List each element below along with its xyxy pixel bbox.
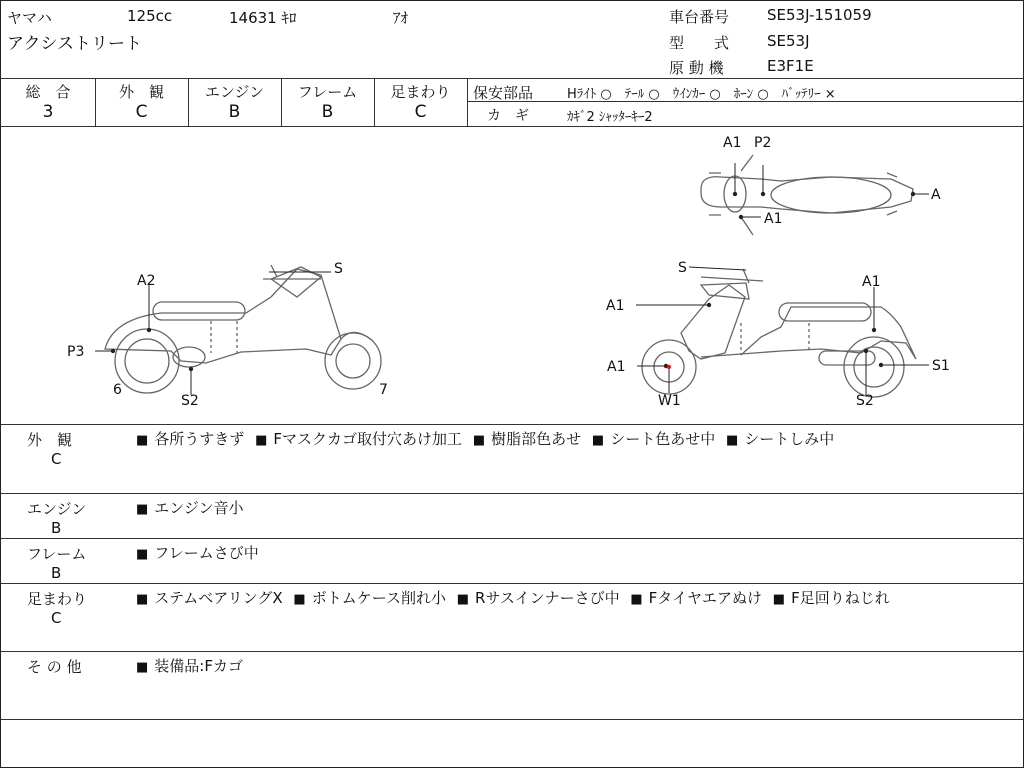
label-right-s: S [678, 260, 687, 276]
frame-no-label: 車台番号 [669, 8, 730, 26]
label-top-p2: P2 [754, 135, 772, 151]
safety-label: 保安部品 [473, 84, 534, 102]
note-item: エンジン音小 [154, 499, 244, 517]
grade-frame-label: フレーム [297, 83, 358, 101]
note-grade: C [51, 609, 62, 627]
note-item: シートしみ中 [744, 430, 835, 448]
bullet-icon: ■ [136, 502, 149, 517]
divider [1, 719, 1023, 720]
note-items [136, 498, 1016, 520]
grade-engine-label: エンジン [204, 83, 265, 101]
note-grade: B [51, 519, 62, 537]
label-left-6: 6 [113, 382, 122, 398]
label-right-w1: W1 [658, 393, 681, 409]
bullet-icon: ■ [255, 433, 268, 448]
bullet-icon: ■ [136, 592, 149, 607]
bullet-icon: ■ [456, 592, 470, 607]
grade-suspension-value: C [414, 102, 427, 122]
label-top-a1-bottom: A1 [764, 211, 783, 227]
label-left-7: 7 [379, 382, 388, 398]
note-item: Fタイヤエアぬけ [648, 589, 762, 607]
divider [1, 583, 1023, 584]
bullet-icon: ■ [136, 547, 149, 562]
note-item: シート色あせ中 [610, 430, 716, 448]
frame-no: SE53J-151059 [767, 6, 872, 24]
grade-total-label: 総 合 [25, 83, 71, 101]
divider [467, 78, 468, 126]
damage-diagram [1, 127, 1023, 424]
label-left-s2: S2 [181, 393, 199, 409]
bullet-icon: ■ [136, 660, 149, 675]
note-category: フレーム [27, 545, 87, 563]
note-item: Fマスクカゴ取付穴あけ加工 [273, 430, 463, 448]
note-item: 装備品:Fカゴ [154, 657, 243, 675]
scooter-top-view [701, 155, 913, 235]
maker: ヤマハ [7, 9, 52, 27]
bullet-icon: ■ [472, 433, 486, 448]
grade-suspension-label: 足まわり [390, 83, 451, 101]
color: ｱｵ [393, 9, 409, 27]
note-items [136, 543, 1016, 565]
note-category: そ の 他 [27, 658, 82, 676]
note-items [136, 656, 1016, 678]
engine-model-value: E3F1E [767, 57, 814, 75]
bullet-icon: ■ [293, 592, 306, 607]
model-name: アクシストリート [7, 34, 142, 54]
grade-engine-value: B [228, 102, 241, 122]
key-value: ｶｷﾞ2 ｼｬｯﾀｰｷｰ2 [567, 110, 653, 125]
divider [1, 651, 1023, 652]
divider [1, 538, 1023, 539]
label-right-a1-wheel: A1 [607, 359, 626, 375]
label-top-a1-front: A1 [723, 135, 742, 151]
label-left-s: S [334, 261, 343, 277]
label-left-p3: P3 [67, 344, 85, 360]
note-item: ステムベアリングX [154, 589, 283, 607]
label-right-s1: S1 [932, 358, 950, 374]
label-top-a: A [931, 187, 941, 203]
displacement: 125cc [127, 7, 173, 25]
label-right-a1-panel: A1 [606, 298, 625, 314]
grade-exterior-value: C [135, 102, 148, 122]
note-category: 足まわり [27, 590, 88, 608]
note-items [136, 588, 1016, 610]
divider [1, 424, 1023, 425]
bullet-icon: ■ [726, 433, 739, 448]
bullet-icon: ■ [591, 433, 605, 448]
type-label: 型 式 [669, 34, 730, 52]
bullet-icon: ■ [630, 592, 643, 607]
note-item: Rサスインナーさび中 [475, 589, 620, 607]
note-item: 各所うすきず [154, 430, 245, 448]
note-category: 外 観 [27, 431, 73, 449]
divider [1, 78, 1023, 79]
bullet-icon: ■ [772, 592, 786, 607]
grade-exterior-label: 外 観 [118, 83, 164, 101]
note-grade: C [51, 450, 62, 468]
note-item: F足回りねじれ [791, 589, 890, 607]
note-item: フレームさび中 [154, 544, 259, 562]
divider [1, 493, 1023, 494]
mileage: 14631 ｷﾛ [229, 9, 297, 27]
grade-frame-value: B [321, 102, 334, 122]
safety-items: Hﾗｲﾄ ○ ﾃｰﾙ ○ ｳｲﾝｶｰ ○ ﾎｰﾝ ○ ﾊﾞｯﾃﾘｰ × [567, 87, 836, 102]
engine-model-label: 原 動 機 [669, 59, 724, 77]
key-label: カ ギ [487, 108, 529, 124]
note-grade: B [51, 564, 62, 582]
note-item: ボトムケース削れ小 [311, 589, 446, 607]
type-value: SE53J [767, 32, 810, 50]
note-item: 樹脂部色あせ [491, 430, 582, 448]
note-category: エンジン [27, 500, 87, 518]
label-right-s2: S2 [856, 393, 874, 409]
note-items [136, 429, 1016, 451]
bullet-icon: ■ [136, 433, 149, 448]
label-right-a1-seat: A1 [862, 274, 881, 290]
label-left-a2: A2 [137, 273, 156, 289]
grade-total-value: 3 [42, 102, 54, 122]
